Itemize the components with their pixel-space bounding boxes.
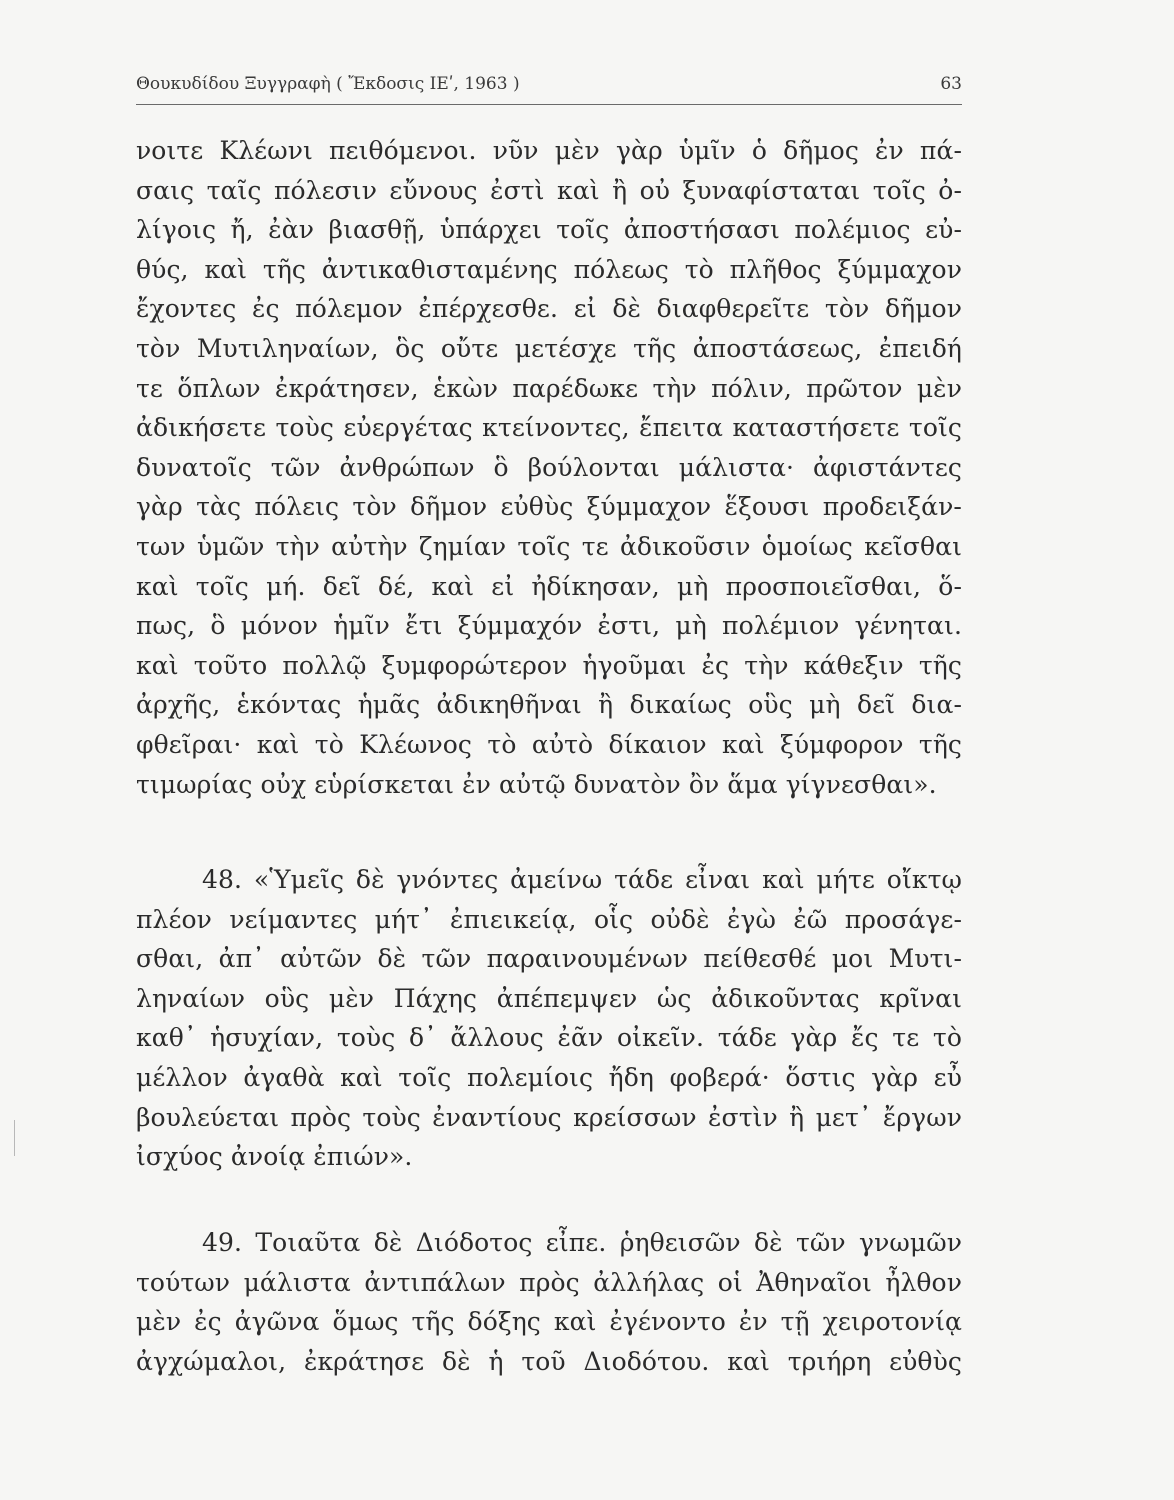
scan-gutter-mark <box>14 1120 15 1156</box>
header-rule <box>136 104 962 105</box>
text-line: λίγοις ἤ, ἐὰν βιασθῇ, ὑπάρχει τοῖς ἀποστήσασι πολέμιος εὐ- <box>136 215 962 245</box>
text-line: μέλλον ἀγαθὰ καὶ τοῖς πολεμίοις ἤδη φοβερά· ὅστις γὰρ εὖ <box>136 1062 962 1092</box>
paragraph-section-48 <box>136 860 962 1177</box>
text-line: θύς, καὶ τῆς ἀντικαθισταμένης πόλεως τὸ πλῆθος ξύμμαχον <box>136 254 962 284</box>
text-line: τὸν Μυτιληναίων, ὃς οὔτε μετέσχε τῆς ἀποστάσεως, ἐπειδή <box>136 333 962 363</box>
text-line: καὶ τοῖς μή. δεῖ δέ, καὶ εἰ ἠδίκησαν, μὴ προσποιεῖσθαι, ὅ- <box>136 571 962 601</box>
page-number: 63 <box>940 74 962 94</box>
text-line: ἀρχῆς, ἑκόντας ἡμᾶς ἀδικηθῆναι ἢ δικαίως οὓς μὴ δεῖ δια- <box>136 690 962 720</box>
text-line: ληναίων οὓς μὲν Πάχης ἀπέπεμψεν ὡς ἀδικοῦντας κρῖναι <box>136 983 962 1013</box>
running-title: Θουκυδίδου Ξυγγραφὴ ( Ἔκδοσις ΙΕʹ, 1963 ) <box>136 74 520 94</box>
paragraph-speech-continuation <box>136 131 962 804</box>
text-line: πως, ὃ μόνον ἡμῖν ἔτι ξύμμαχόν ἐστι, μὴ πολέμιον γένηται. <box>136 611 962 641</box>
text-line: ἰσχύος ἀνοίᾳ ἐπιών». <box>136 1142 413 1172</box>
text-line: καθ᾽ ἡσυχίαν, τοὺς δ᾽ ἄλλους ἐᾶν οἰκεῖν. τάδε γὰρ ἔς τε τὸ <box>136 1023 962 1053</box>
text-line: τούτων μάλιστα ἀντιπάλων πρὸς ἀλλήλας οἱ Ἀθηναῖοι ἦλθον <box>136 1267 962 1297</box>
text-line: σαις ταῖς πόλεσιν εὔνους ἐστὶ καὶ ἢ οὐ ξυναφίσταται τοῖς ὀ- <box>136 175 962 205</box>
text-line: τιμωρίας οὐχ εὑρίσκεται ἐν αὐτῷ δυνατὸν ὂν ἅμα γίγνεσθαι». <box>136 769 937 799</box>
section-48-first-line: 48. «Ὑμεῖς δὲ γνόντες ἀμείνω τάδε εἶναι καὶ μήτε οἴκτῳ <box>202 865 962 894</box>
text-line: πλέον νείμαντες μήτ᾽ ἐπιεικείᾳ, οἷς οὐδὲ ἐγὼ ἐῶ προσάγε- <box>136 904 962 934</box>
text-line: τε ὅπλων ἐκράτησεν, ἑκὼν παρέδωκε τὴν πόλιν, πρῶτον μὲν <box>136 373 962 403</box>
text-line: βουλεύεται πρὸς τοὺς ἐναντίους κρείσσων ἐστὶν ἢ μετ᾽ ἔργων <box>136 1102 962 1132</box>
text-line: ἀδικήσετε τοὺς εὐεργέτας κτείνοντες, ἔπειτα καταστήσετε τοῖς <box>136 413 962 443</box>
text-line: γὰρ τὰς πόλεις τὸν δῆμον εὐθὺς ξύμμαχον ἕξουσι προδειξάν- <box>136 492 962 522</box>
text-line: φθεῖραι· καὶ τὸ Κλέωνος τὸ αὐτὸ δίκαιον καὶ ξύμφορον τῆς <box>136 729 962 759</box>
text-line: καὶ τοῦτο πολλῷ ξυμφορώτερον ἡγοῦμαι ἐς τὴν κάθεξιν τῆς <box>136 650 962 680</box>
section-49-first-line: 49. Τοιαῦτα δὲ Διόδοτος εἶπε. ῥηθεισῶν δὲ τῶν γνωμῶν <box>202 1228 962 1257</box>
text-line: μὲν ἐς ἀγῶνα ὅμως τῆς δόξης καὶ ἐγένοντο ἐν τῇ χειροτονίᾳ <box>136 1307 962 1337</box>
text-line: ἀγχώμαλοι, ἐκράτησε δὲ ἡ τοῦ Διοδότου. καὶ τριήρη εὐθὺς <box>136 1346 962 1376</box>
running-header <box>136 70 962 100</box>
text-line: νοιτε Κλέωνι πειθόμενοι. νῦν μὲν γὰρ ὑμῖν ὁ δῆμος ἐν πά- <box>136 136 962 165</box>
paragraph-section-49 <box>136 1223 962 1381</box>
text-line: δυνατοῖς τῶν ἀνθρώπων ὃ βούλονται μάλιστα· ἀφιστάντες <box>136 452 962 482</box>
text-line: σθαι, ἀπ᾽ αὐτῶν δὲ τῶν παραινουμένων πείθεσθέ μοι Μυτι- <box>136 944 962 974</box>
text-line: των ὑμῶν τὴν αὐτὴν ζημίαν τοῖς τε ἀδικοῦσιν ὁμοίως κεῖσθαι <box>136 531 962 561</box>
text-line: ἔχοντες ἐς πόλεμον ἐπέρχεσθε. εἰ δὲ διαφθερεῖτε τὸν δῆμον <box>136 294 962 324</box>
